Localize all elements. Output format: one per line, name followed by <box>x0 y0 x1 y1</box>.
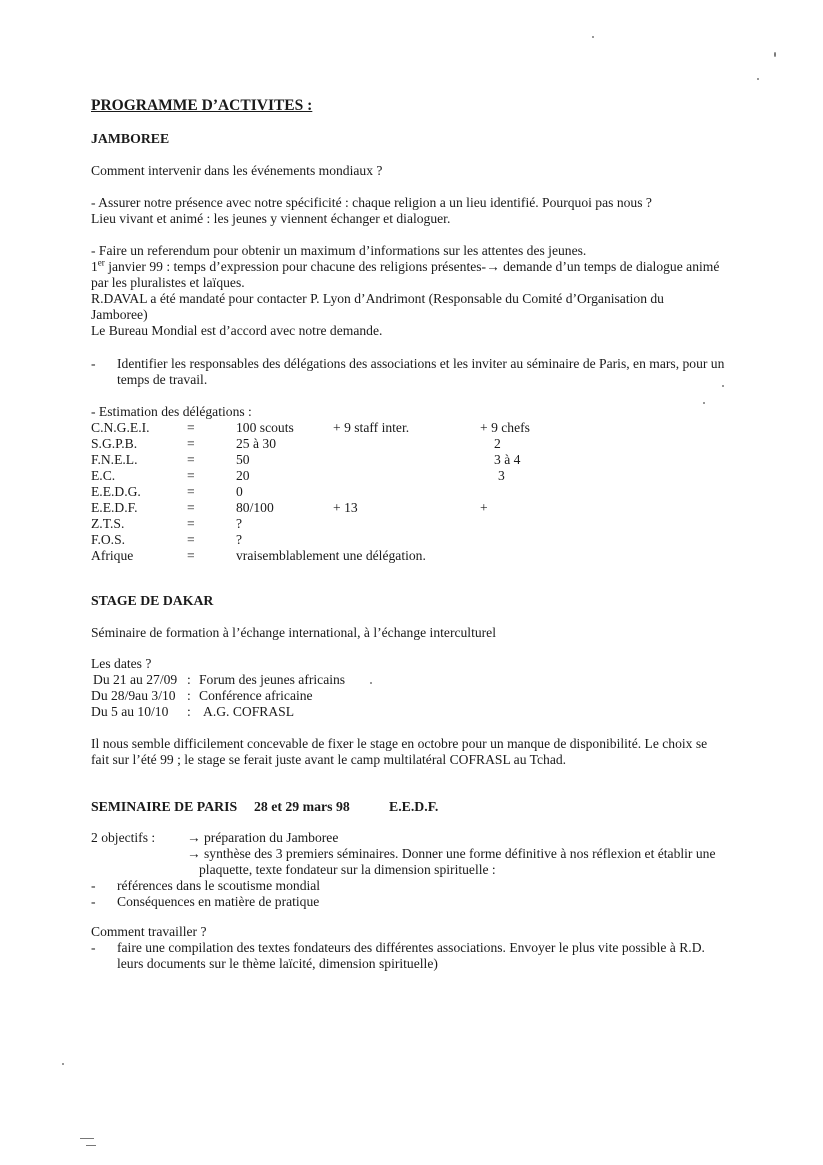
section-heading-dakar: STAGE DE DAKAR <box>91 593 214 608</box>
delegation-equals: = <box>187 452 195 467</box>
date-range: Du 28/9au 3/10 <box>91 688 176 703</box>
delegation-count: 80/100 <box>236 500 274 515</box>
delegation-extra: + 9 staff inter. <box>333 420 410 435</box>
scan-speck <box>80 1138 94 1139</box>
delegation-equals: = <box>187 500 195 515</box>
list-dash: - <box>91 894 96 909</box>
date-line-end: demande d’un temps de dialogue animé <box>499 259 720 274</box>
list-dash: - <box>91 878 96 893</box>
section-heading-paris: SEMINAIRE DE PARIS <box>91 799 238 814</box>
delegation-count: ? <box>236 532 243 547</box>
objective-1-text: préparation du Jamboree <box>204 830 339 845</box>
delegation-equals: = <box>187 436 195 451</box>
delegation-equals: = <box>187 420 195 435</box>
seminar-dates: 28 et 29 mars 98 <box>254 799 350 814</box>
jamboree-paragraph-2-line-2 <box>91 259 719 275</box>
scan-speck <box>370 682 372 684</box>
delegation-name: Afrique <box>91 548 134 563</box>
page-title: PROGRAMME D’ACTIVITES : <box>91 97 313 114</box>
jamboree-paragraph-2-line-1: - Faire un referendum pour obtenir un maximum d’informations sur les attentes des jeunes. <box>91 243 587 258</box>
list-dash: - <box>91 940 96 955</box>
delegation-name: S.G.P.B. <box>91 436 138 451</box>
scan-speck <box>86 1145 96 1146</box>
scan-speck <box>62 1063 64 1065</box>
scan-speck <box>703 402 705 404</box>
bullet-item: Conséquences en matière de pratique <box>117 894 320 909</box>
date-line-text: janvier 99 : temps d’expression pour chacune des religions présentes- <box>104 259 487 274</box>
seminar-organizer: E.E.D.F. <box>389 799 439 814</box>
date-superscript: er <box>97 257 105 268</box>
estimation-label: - Estimation des délégations : <box>91 404 252 419</box>
dakar-paragraph-line-1: Il nous semble difficilement concevable de fixer le stage en octobre pour un manque de disponibilité. Le choix se <box>91 736 708 751</box>
how-line-2: leurs documents sur le thème laïcité, dimension spirituelle) <box>117 956 438 971</box>
delegation-chefs: 3 à 4 <box>494 452 521 467</box>
date-number: 1 <box>91 259 98 274</box>
scan-speck <box>592 36 594 38</box>
delegation-chefs: + 9 chefs <box>480 420 530 435</box>
delegation-count: ? <box>236 516 243 531</box>
jamboree-paragraph-1-line-2: Lieu vivant et animé : les jeunes y viennent échanger et dialoguer. <box>91 211 451 226</box>
delegation-chefs: 3 <box>498 468 505 483</box>
delegation-name: C.N.G.E.I. <box>91 420 150 435</box>
objectives-label: 2 objectifs : <box>91 830 156 845</box>
delegation-equals: = <box>187 516 195 531</box>
delegation-count: 20 <box>236 468 250 483</box>
delegation-chefs: 2 <box>494 436 501 451</box>
how-label: Comment travailler ? <box>91 924 207 939</box>
delegation-equals: = <box>187 468 195 483</box>
delegation-equals: = <box>187 484 195 499</box>
date-separator: : <box>187 672 191 687</box>
delegation-count: 25 à 30 <box>236 436 277 451</box>
delegation-name: E.E.D.F. <box>91 500 138 515</box>
delegation-count: 100 scouts <box>236 420 294 435</box>
delegation-equals: = <box>187 548 195 563</box>
objective-1 <box>187 830 338 846</box>
date-range: Du 21 au 27/09 <box>93 672 178 687</box>
delegation-count: vraisemblablement une délégation. <box>236 548 426 563</box>
arrow-right-icon: → <box>187 846 201 861</box>
jamboree-paragraph-1-line-1: - Assurer notre présence avec notre spécificité : chaque religion a un lieu identifié. Pourquoi pas nous ? <box>91 195 652 210</box>
dakar-paragraph-line-2: fait sur l’été 99 ; le stage se ferait juste avant le camp multilatéral COFRASL au Tchad. <box>91 752 567 767</box>
date-event: Forum des jeunes africains <box>199 672 346 687</box>
delegation-name: Z.T.S. <box>91 516 125 531</box>
date-event: A.G. COFRASL <box>203 704 295 719</box>
dakar-intro: Séminaire de formation à l’échange international, à l’échange interculturel <box>91 625 496 640</box>
jamboree-question: Comment intervenir dans les événements mondiaux ? <box>91 163 383 178</box>
delegation-count: 0 <box>236 484 243 499</box>
arrow-right-icon: → <box>187 830 201 845</box>
jamboree-paragraph-3-line-2: temps de travail. <box>117 372 208 387</box>
delegation-extra: + 13 <box>333 500 358 515</box>
section-heading-jamboree: JAMBOREE <box>91 131 170 146</box>
date-range: Du 5 au 10/10 <box>91 704 169 719</box>
list-dash: - <box>91 356 96 371</box>
date-separator: : <box>187 704 191 719</box>
jamboree-paragraph-2-line-6: Le Bureau Mondial est d’accord avec notre demande. <box>91 323 383 338</box>
arrow-right-icon: → <box>486 259 500 274</box>
jamboree-paragraph-2-line-3: par les pluralistes et laïques. <box>91 275 245 290</box>
objective-2-line-2: plaquette, texte fondateur sur la dimension spirituelle : <box>199 862 496 877</box>
jamboree-paragraph-3-line-1: Identifier les responsables des délégations des associations et les inviter au séminaire de Paris, en mars, pour un <box>117 356 725 371</box>
jamboree-paragraph-2-line-4: R.DAVAL a été mandaté pour contacter P. Lyon d’Andrimont (Responsable du Comité d’Organisation du <box>91 291 664 306</box>
scan-speck <box>722 385 724 387</box>
scan-speck <box>757 78 759 80</box>
date-event: Conférence africaine <box>199 688 313 703</box>
delegation-chefs: + <box>480 500 488 515</box>
delegation-name: E.E.D.G. <box>91 484 141 499</box>
date-separator: : <box>187 688 191 703</box>
delegation-name: E.C. <box>91 468 116 483</box>
jamboree-paragraph-2-line-5: Jamboree) <box>91 307 148 322</box>
how-line-1: faire une compilation des textes fondateurs des différentes associations. Envoyer le plus vite possible à R.D. <box>117 940 705 955</box>
delegation-count: 50 <box>236 452 250 467</box>
delegation-equals: = <box>187 532 195 547</box>
delegation-name: F.O.S. <box>91 532 126 547</box>
delegation-name: F.N.E.L. <box>91 452 138 467</box>
dates-label: Les dates ? <box>91 656 152 671</box>
scan-speck <box>774 52 776 57</box>
bullet-item: références dans le scoutisme mondial <box>117 878 321 893</box>
objective-2-line-1 <box>187 846 716 862</box>
objective-2-text: synthèse des 3 premiers séminaires. Donner une forme définitive à nos réflexion et établir une <box>204 846 716 861</box>
